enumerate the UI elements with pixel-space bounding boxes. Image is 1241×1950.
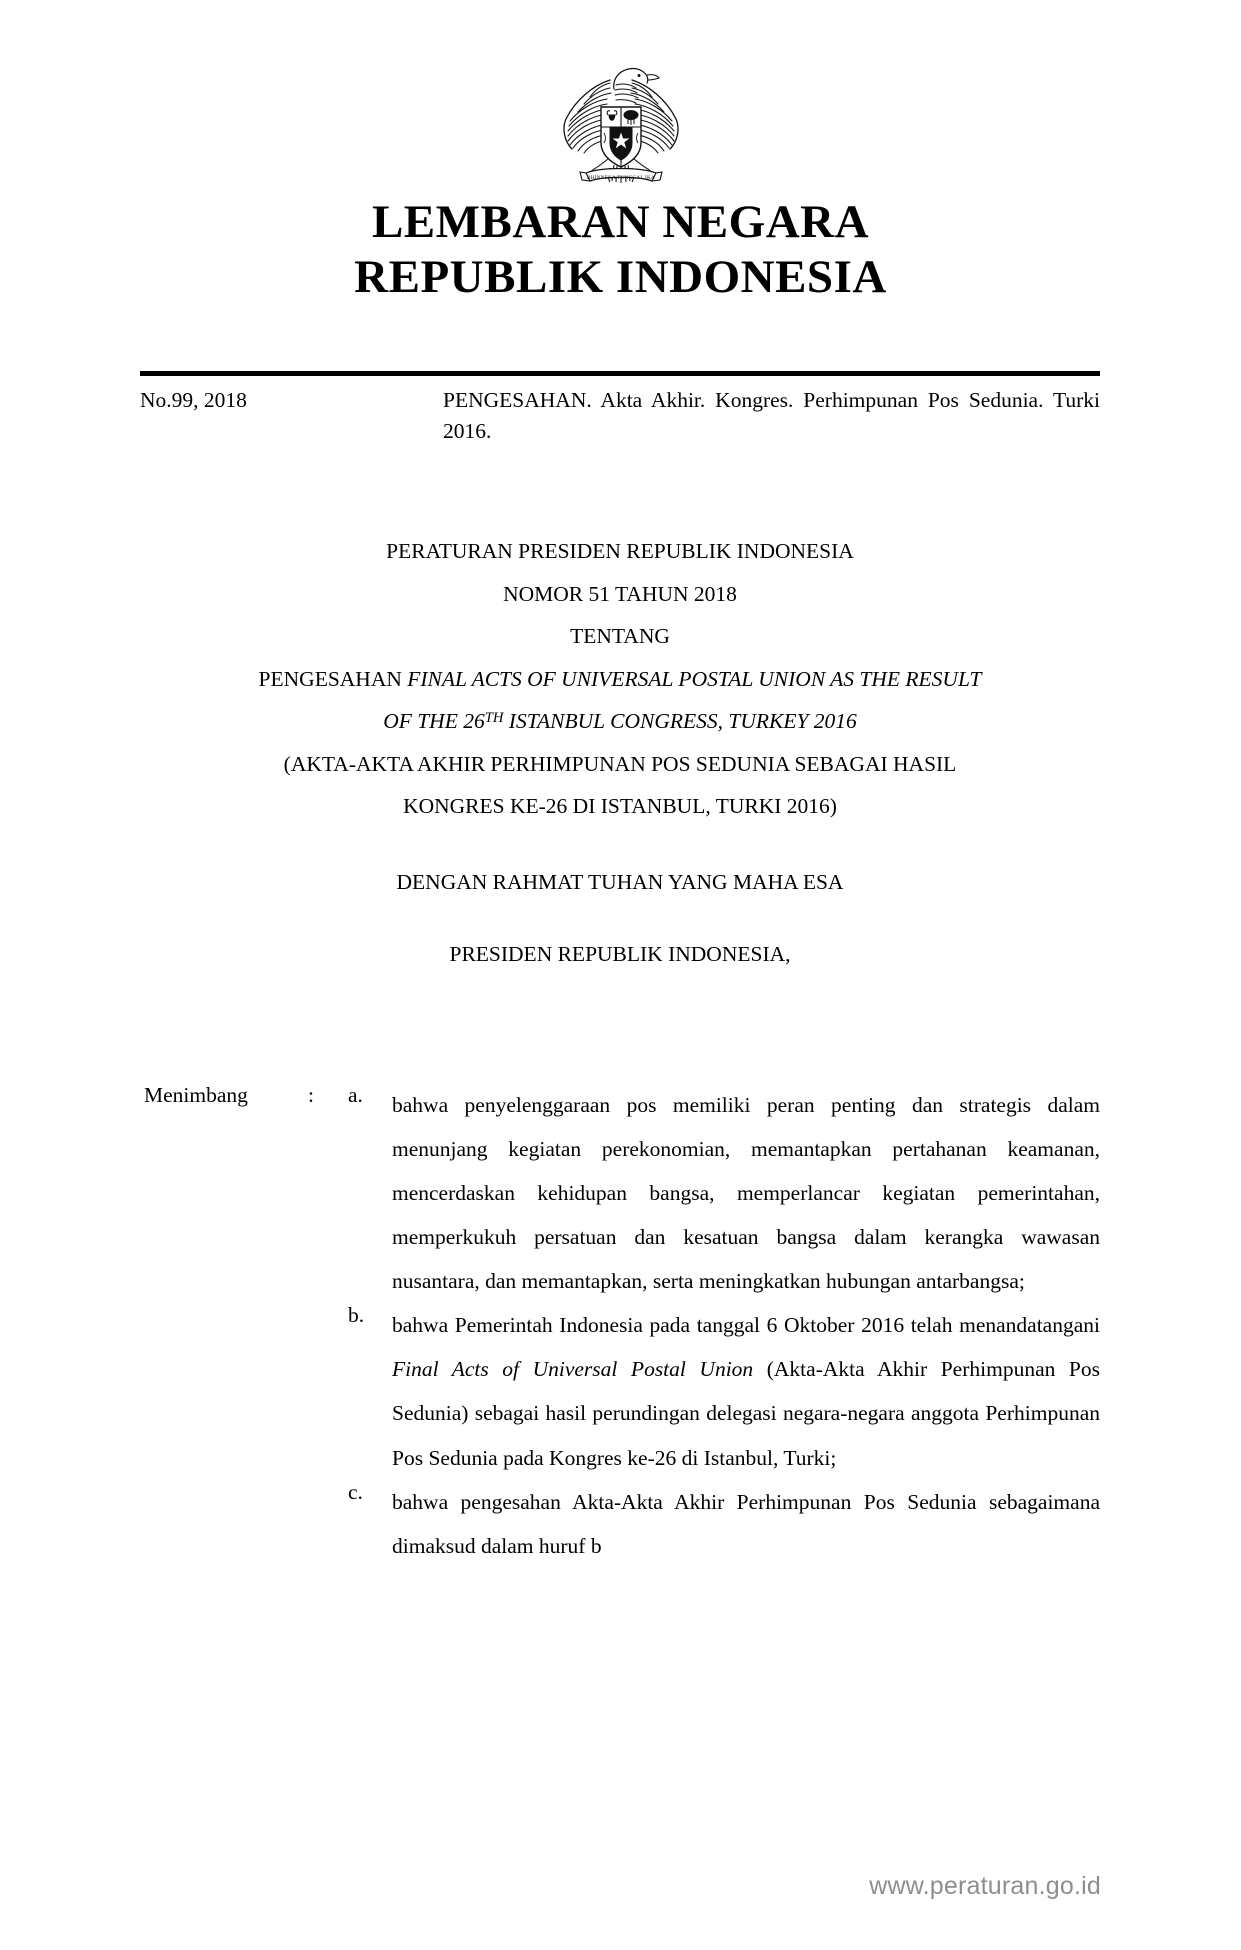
issue-number: No.99, 2018 bbox=[140, 388, 247, 412]
masthead bbox=[0, 55, 1241, 305]
title-line-subject-id-1: (AKTA-AKTA AKHIR PERHIMPUNAN POS SEDUNIA SEBAGAI HASIL bbox=[283, 751, 957, 776]
clause-c bbox=[140, 1480, 1100, 1568]
clause-b-part-1: bahwa Pemerintah Indonesia pada tanggal 6 Oktober 2016 telah menandatangani bbox=[392, 1313, 1100, 1338]
considerations-colon: : bbox=[308, 1083, 314, 1107]
clause-a bbox=[140, 1083, 1100, 1303]
title-pengesahan-prefix: PENGESAHAN bbox=[258, 666, 408, 691]
clause-text-b bbox=[392, 1303, 1100, 1479]
svg-text:BHINNEKA TUNGGAL IKA: BHINNEKA TUNGGAL IKA bbox=[586, 175, 655, 181]
garuda-pancasila-emblem bbox=[0, 55, 1241, 195]
clause-letter-b: b. bbox=[348, 1303, 365, 1328]
issuing-authority-line: PRESIDEN REPUBLIK INDONESIA, bbox=[449, 942, 791, 966]
gazette-title-line-2: REPUBLIK INDONESIA bbox=[354, 250, 887, 303]
issue-subject: PENGESAHAN. Akta Akhir. Kongres. Perhimpunan Pos Sedunia. Turki 2016. bbox=[443, 388, 1100, 443]
title-english-part-1: FINAL ACTS OF UNIVERSAL POSTAL UNION AS THE RESULT bbox=[407, 666, 982, 691]
clause-text-a: bahwa penyelenggaraan pos memiliki peran penting dan strategis dalam menunjang kegiatan perekonomian, memantapkan pertahanan keamanan, mencerdaskan kehidupan bangsa, memperlancar kegiatan pemerintahan, memperkukuh persatuan dan kesatuan bangsa dalam kerangka wawasan nusantara, dan memantapkan, serta meningkatkan hubungan antarbangsa; bbox=[392, 1093, 1100, 1294]
title-line-number: NOMOR 51 TAHUN 2018 bbox=[503, 581, 737, 606]
clause-b-part-2: (Akta-Akta Akhir Perhimpunan Pos Sedunia) sebagai hasil perundingan delegasi negara-negara anggota Perhimpunan Pos Sedunia pada Kongres ke-26 di Istanbul, Turki; bbox=[392, 1357, 1100, 1470]
title-line-subject-id-2: KONGRES KE-26 DI ISTANBUL, TURKI 2016) bbox=[403, 794, 837, 819]
clause-letter-c: c. bbox=[348, 1479, 363, 1504]
title-line-tentang: TENTANG bbox=[570, 624, 670, 649]
title-line-subject-en-2 bbox=[140, 700, 1100, 743]
clause-letter-a: a. bbox=[348, 1083, 363, 1107]
footer-watermark: www.peraturan.go.id bbox=[869, 1872, 1101, 1900]
title-line-authority: PERATURAN PRESIDEN REPUBLIK INDONESIA bbox=[386, 539, 854, 563]
regulation-title-block bbox=[140, 530, 1100, 828]
clause-b-italic-title: Final Acts of Universal Postal Union bbox=[392, 1357, 754, 1382]
clause-b bbox=[140, 1303, 1100, 1479]
considerations-section bbox=[140, 1083, 1100, 1568]
gazette-title-line-1: LEMBARAN NEGARA bbox=[371, 196, 870, 248]
blessing-line: DENGAN RAHMAT TUHAN YANG MAHA ESA bbox=[396, 870, 844, 894]
clause-text-c: bahwa pengesahan Akta-Akta Akhir Perhimpunan Pos Sedunia sebagaimana dimaksud dalam huruf b bbox=[392, 1489, 1100, 1558]
considerations-label: Menimbang bbox=[144, 1083, 248, 1107]
masthead-divider bbox=[140, 371, 1100, 376]
title-english-part-2b: ISTANBUL CONGRESS, TURKEY 2016 bbox=[503, 709, 857, 734]
title-english-part-2a: OF THE 26 bbox=[383, 709, 485, 734]
title-line-subject-en-1 bbox=[140, 658, 1100, 701]
ordinal-suffix: TH bbox=[484, 710, 504, 727]
